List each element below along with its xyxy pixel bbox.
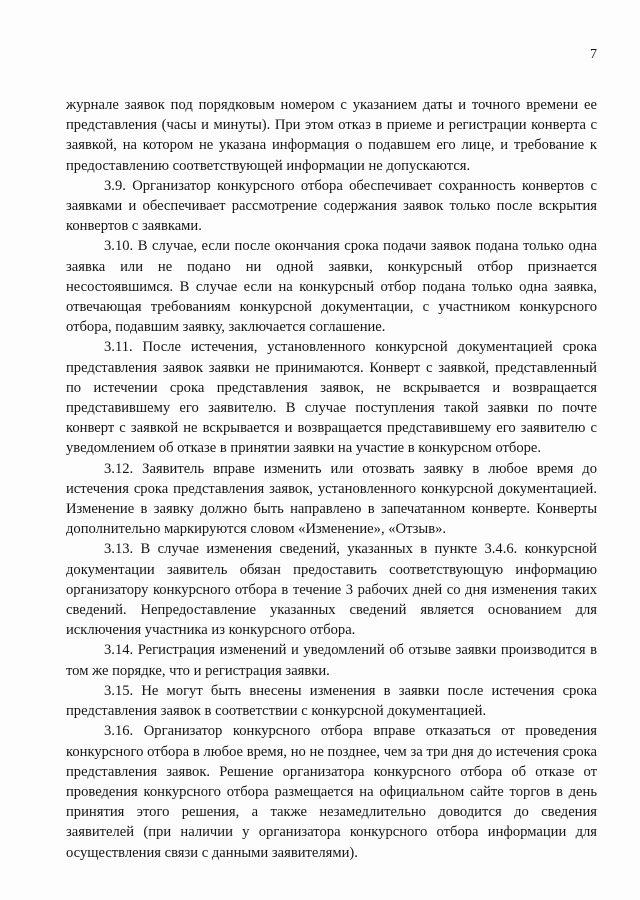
paragraph-3-9: 3.9. Организатор конкурсного отбора обеспечивает сохранность конвертов с заявками и обеспечивает рассмотрение содержания заявок только после вскрытия конвертов с заявками. xyxy=(66,177,597,235)
paragraph-3-12: 3.12. Заявитель вправе изменить или отозвать заявку в любое время до истечения срока представления заявок, установленного конкурсной документацией. Изменение в заявку должно быть направлено в запечатанном конверте. Конверты дополнительно маркируются словом «Изменение», «Отзыв». xyxy=(66,460,597,538)
paragraph-3-14: 3.14. Регистрация изменений и уведомлений об отзыве заявки производится в том же порядке, что и регистрация заявки. xyxy=(66,642,597,679)
page-number: 7 xyxy=(590,47,597,62)
paragraph-3-13: 3.13. В случае изменения сведений, указанных в пункте 3.4.6. конкурсной документации заявитель обязан предоставить соответствующую информацию организатору конкурсного отбора в течение 3 рабочих дней со дня изменения таких сведений. Непредоставление указанных сведений является основанием для исключения участника из конкурсного отбора. xyxy=(66,541,597,639)
paragraph-3-16: 3.16. Организатор конкурсного отбора вправе отказаться от проведения конкурсного отбора в любое время, но не позднее, чем за три дня до истечения срока представления заявок. Решение организатора конкурсного отбора об отказе от проведения конкурсного отбора размещается на официальном сайте торгов в день принятия этого решения, а также незамедлительно доводится до сведения заявителей (при наличии у организатора конкурсного отбора информации для осуществления связи с данными заявителями). xyxy=(66,723,597,861)
document-body xyxy=(66,95,597,863)
paragraph-3-10: 3.10. В случае, если после окончания срока подачи заявок подана только одна заявка или не подано ни одной заявки, конкурсный отбор признается несостоявшимся. В случае если на конкурсный отбор подана только одна заявка, отвечающая требованиям конкурсной документации, с участником конкурсного отбора, подавшим заявку, заключается соглашение. xyxy=(66,238,597,336)
paragraph-3-15: 3.15. Не могут быть внесены изменения в заявки после истечения срока представления заявок в соответствии с конкурсной документацией. xyxy=(66,682,597,720)
paragraph-3-11: 3.11. После истечения, установленного конкурсной документацией срока представления заявок заявки не принимаются. Конверт с заявкой, представленный по истечении срока представления заявок, не вскрывается и возвращается представившему его заявителю. В случае поступления такой заявки по почте конверт с заявкой не вскрывается и возвращается представившему его заявителю с уведомлением об отказе в принятии заявки на участие в конкурсном отборе. xyxy=(66,339,597,457)
paragraph-continuation: журнале заявок под порядковым номером с указанием даты и точного времени ее представления (часы и минуты). При этом отказ в приеме и регистрации конверта с заявкой, на котором не указана информация о подавшем его лице, и требование к предоставлению соответствующей информации не допускаются. xyxy=(66,97,597,174)
